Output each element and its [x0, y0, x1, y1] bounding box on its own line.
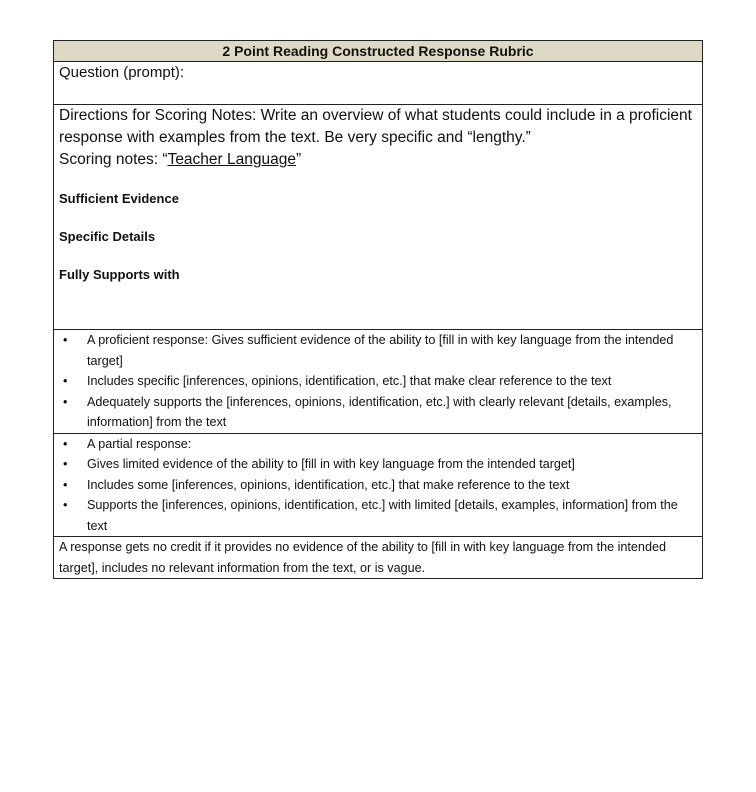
- bullet-text: Includes specific [inferences, opinions, identification, etc.] that make clear reference to the text: [87, 374, 612, 388]
- label-sufficient-evidence: Sufficient Evidence: [59, 191, 179, 206]
- scoring-notes-prefix: Scoring notes: “: [59, 151, 168, 168]
- bullet-text: Gives limited evidence of the ability to [fill in with key language from the intended target]: [87, 457, 575, 471]
- bullet-text: Includes some [inferences, opinions, identification, etc.] that make reference to the text: [87, 477, 570, 492]
- rubric-title: 2 Point Reading Constructed Response Rubric: [54, 41, 703, 62]
- question-label: Question (prompt):: [59, 64, 185, 81]
- no-credit-text: A response gets no credit if it provides no evidence of the ability to [fill in with key language from the intended target], includes no relevant information from the text, or is vague.: [59, 540, 666, 575]
- bullet-icon: •: [63, 394, 68, 409]
- rubric-table: [53, 40, 703, 579]
- bullet-item: [59, 330, 697, 371]
- bullet-icon: •: [63, 333, 68, 347]
- bullet-text: Supports the [inferences, opinions, identification, etc.] with limited [details, examples, information] from the text: [87, 498, 678, 533]
- label-specific-details: Specific Details: [59, 229, 156, 244]
- bullet-item: [59, 454, 697, 475]
- question-prompt-cell: [54, 62, 703, 105]
- no-credit-cell: [54, 537, 703, 579]
- bullet-icon: •: [63, 457, 68, 471]
- scoring-notes-suffix: ”: [295, 151, 302, 168]
- directions-text: Directions for Scoring Notes: Write an overview of what students could include in a proficient response with examples from the text. Be very specific and “lengthy.”: [59, 107, 692, 146]
- bullet-item: [59, 475, 697, 496]
- teacher-language-text: Teacher Language: [167, 151, 296, 168]
- bullet-item: [59, 392, 697, 433]
- bullet-icon: •: [63, 477, 68, 492]
- bullet-item: [59, 495, 697, 536]
- label-fully-supports: Fully Supports with: [59, 267, 180, 282]
- scoring-notes-line: [59, 149, 697, 171]
- bullet-icon: •: [63, 374, 68, 388]
- partial-response-cell: [54, 433, 703, 537]
- bullet-text: Adequately supports the [inferences, opinions, identification, etc.] with clearly relevant [details, examples, information] from the text: [87, 394, 672, 429]
- scoring-directions-cell: [54, 105, 703, 330]
- proficient-response-cell: [54, 330, 703, 434]
- bullet-text: A proficient response: Gives sufficient evidence of the ability to [fill in with key language from the intended target]: [87, 333, 674, 368]
- bullet-text: A partial response:: [87, 436, 192, 451]
- bullet-item: [59, 434, 697, 455]
- bullet-icon: •: [63, 498, 68, 512]
- bullet-item: [59, 371, 697, 392]
- bullet-icon: •: [63, 436, 68, 451]
